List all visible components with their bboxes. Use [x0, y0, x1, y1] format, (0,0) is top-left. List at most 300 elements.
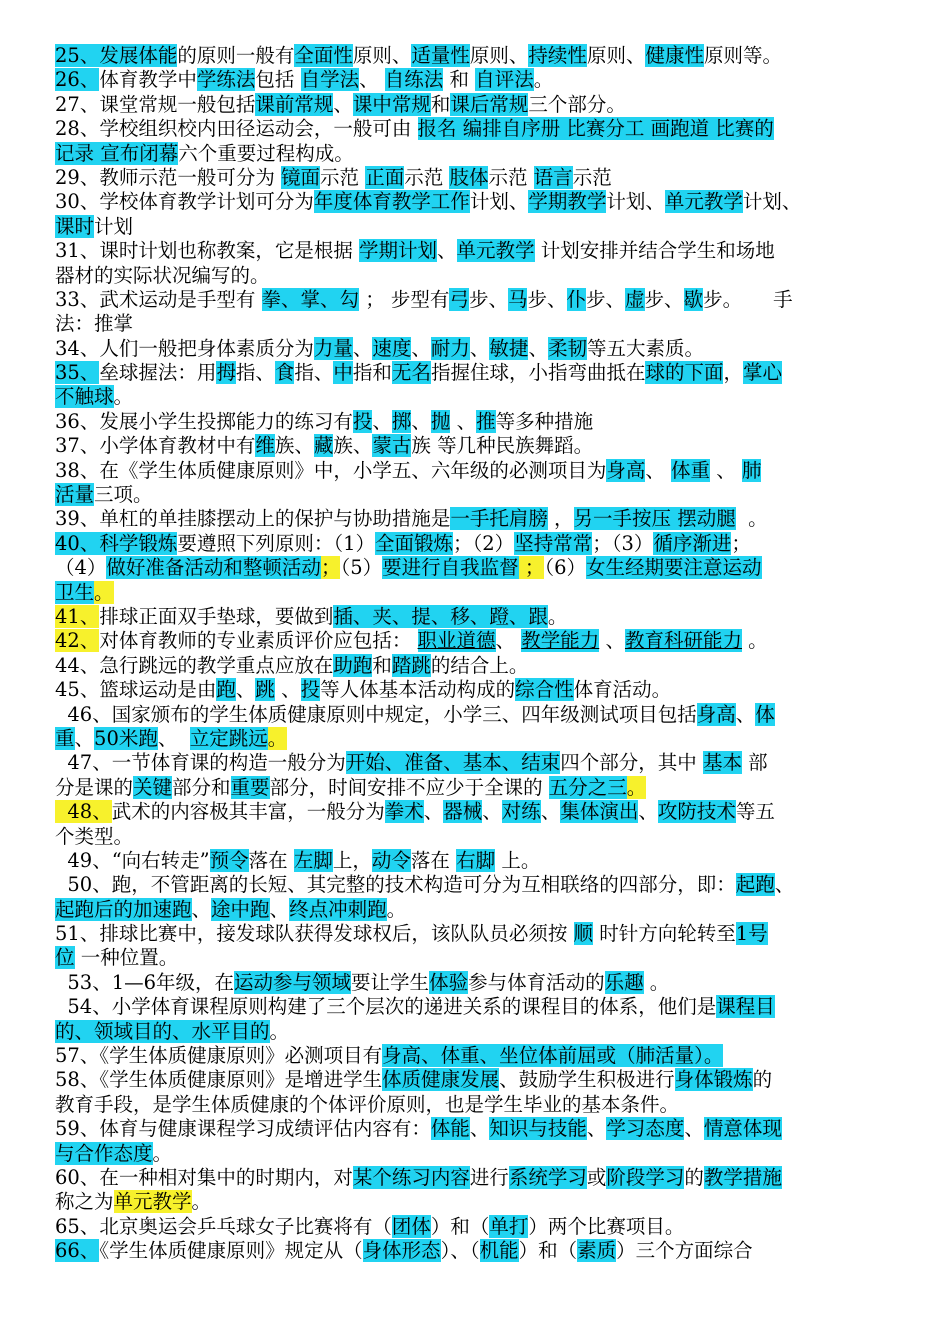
highlighted-text: 左脚 [293, 848, 333, 872]
text-line [55, 264, 900, 288]
highlighted-text: ； [320, 556, 341, 580]
text-segment: 计划、 [469, 190, 529, 214]
text-line [55, 1215, 900, 1239]
highlighted-text: 身高、体重、坐位体前屈或（肺活量）。 [382, 1044, 724, 1068]
text-segment: 65、北京奥运会乒乓球女子比赛将有（ [55, 1214, 392, 1238]
text-segment: 指、 [235, 361, 275, 385]
highlighted-text: 耐力 [430, 336, 470, 360]
text-segment: 示范 [488, 165, 534, 189]
text-line [55, 68, 900, 92]
text-line [55, 312, 900, 336]
text-segment: 、 [735, 702, 756, 726]
highlighted-text: 。 [94, 580, 114, 604]
highlighted-text: 助跑 [333, 653, 373, 677]
text-segment: 39、单杠的单挂膝摆动上的保护与协助措施是 [55, 507, 451, 531]
text-segment: 计划、 [606, 190, 665, 214]
text-segment: 称之为 [55, 1190, 114, 1214]
highlighted-text: 循序渐进 [653, 531, 732, 555]
highlighted-text: 攻防技术 [657, 800, 736, 824]
text-segment: 、 [352, 336, 373, 360]
highlighted-text: 身体形态 [362, 1239, 441, 1263]
text-segment: 、 [495, 629, 522, 653]
text-segment: 时针方向轮转至 [593, 922, 736, 946]
text-segment: 51、排球比赛中，接发球队获得发球权后，该队队员必须按 [55, 922, 574, 946]
highlighted-text: 正面 [365, 165, 405, 189]
text-line [55, 1044, 900, 1068]
text-line [55, 849, 900, 873]
text-segment: 指和 [352, 361, 392, 385]
text-line [55, 751, 900, 775]
text-segment: 步、 [468, 287, 508, 311]
text-segment: 要让学生 [351, 970, 430, 994]
text-segment: 36、发展小学生投掷能力的练习有 [55, 409, 353, 433]
text-segment: 、 [437, 239, 457, 263]
text-line [55, 1093, 900, 1117]
text-line [55, 1117, 900, 1141]
highlighted-text: 单打 [489, 1214, 529, 1238]
text-segment: ， [547, 507, 574, 531]
text-segment: 器材的实际状况编写的。 [55, 263, 270, 287]
text-segment: 排球正面双手垫球，要做到 [99, 604, 334, 628]
text-segment: 27、课堂常规一般包括 [55, 92, 256, 116]
text-segment: 体育活动。 [573, 678, 672, 702]
text-line [55, 483, 900, 507]
text-segment: （5） [340, 556, 383, 580]
text-segment: 54、小学体育课程原则构建了三个层次的递进关系的课程目的体系，他们是 [55, 995, 717, 1019]
text-segment: 、 [411, 336, 431, 360]
text-segment: 三项。 [94, 483, 153, 507]
text-segment: 要遵照下列原则：（1） [177, 531, 375, 555]
text-segment: 38、在《学生体质健康原则》中，小学五、六年级的必测项目为 [55, 458, 607, 482]
highlighted-text: 1号 [735, 922, 768, 946]
highlighted-text: 50米跑 [94, 726, 158, 750]
highlighted-text: 学练法 [196, 68, 256, 92]
highlighted-text: 体 [755, 702, 775, 726]
text-segment: 。 [533, 68, 554, 92]
text-segment: 示范 [320, 165, 366, 189]
text-segment: 、 [274, 678, 301, 702]
highlighted-text: 顺 [573, 922, 594, 946]
text-segment: 58、《学生体质健康原则》是增进学生 [55, 1068, 383, 1092]
text-segment: 。 [741, 629, 768, 653]
highlighted-text: 虚 [625, 287, 645, 311]
highlighted-text: 食 [274, 361, 295, 385]
highlighted-text: 基本 [702, 751, 742, 775]
highlighted-text: 投 [352, 409, 373, 433]
text-segment: 参与体育活动的 [468, 970, 605, 994]
highlighted-text: 开始、准备、基本、结束 [345, 751, 561, 775]
highlighted-text: 教育科研能力 [624, 629, 742, 653]
highlighted-text: 马 [507, 287, 528, 311]
highlighted-text: 插、夹、提、移、蹬、跟 [333, 604, 548, 628]
text-line [55, 166, 900, 190]
text-segment: 。 [547, 604, 568, 628]
text-line [55, 946, 900, 970]
highlighted-text: 另一手按压 摆动腿 [573, 507, 736, 531]
highlighted-text: 右脚 [456, 848, 496, 872]
text-segment: 四个部分，其中 [560, 751, 703, 775]
text-segment: 47、一节体育课的构造一般分为 [55, 751, 346, 775]
text-segment: 、 [645, 458, 672, 482]
text-segment: 、 [191, 897, 212, 921]
highlighted-text: 拳、掌、勾 [261, 287, 360, 311]
highlighted-text: 中 [333, 361, 353, 385]
highlighted-text: 系统学习 [508, 1165, 587, 1189]
highlighted-text: 学期教学 [528, 190, 607, 214]
text-segment: 法：推掌 [55, 312, 134, 336]
text-line [55, 337, 900, 361]
highlighted-text: 健康性 [645, 44, 704, 67]
text-line [55, 727, 900, 751]
highlighted-text: 职业道德 [417, 629, 496, 653]
text-segment: 计划安排并结合学生和场地 [534, 239, 775, 263]
text-segment: 、 [333, 92, 353, 116]
text-line [55, 361, 900, 385]
highlighted-text: 女生经期要注意运动 [586, 556, 762, 580]
highlighted-text: 发展体能 [99, 44, 178, 67]
highlighted-text: 课后常规 [450, 92, 529, 116]
highlighted-text: 掌心 [743, 361, 783, 385]
highlighted-text: 身高 [696, 702, 736, 726]
text-segment: （4） [55, 556, 107, 580]
text-segment: 、 [411, 409, 431, 433]
text-segment: 、 [235, 678, 256, 702]
text-segment: 28、学校组织校内田径运动会，一般可由 [55, 117, 418, 141]
highlighted-text: 跑 [216, 678, 236, 702]
highlighted-text: 课程目 [716, 995, 775, 1019]
text-segment: 指、 [294, 361, 334, 385]
text-segment: 34、人们一般把身体素质分为 [55, 336, 314, 360]
text-line [55, 434, 900, 458]
highlighted-text: 藏 [313, 434, 334, 458]
text-line [55, 1166, 900, 1190]
text-line [55, 703, 900, 727]
highlighted-text: 40、科学锻炼 [55, 531, 178, 555]
highlighted-text: 与合作态度 [55, 1141, 153, 1165]
highlighted-text: 课中常规 [352, 92, 431, 116]
text-segment: 或 [586, 1165, 607, 1189]
text-segment: ）和（ [518, 1239, 578, 1263]
highlighted-text: 的、领域目的、水平目的 [55, 1019, 270, 1043]
text-segment: 《学生体质健康原则》规定从（ [99, 1239, 363, 1263]
text-segment: 、 [469, 1117, 490, 1141]
text-segment: 、 [157, 726, 190, 750]
highlighted-text: 踏跳 [391, 653, 431, 677]
text-segment: 和 [430, 92, 451, 116]
text-segment: 和 [443, 68, 476, 92]
text-line [55, 629, 900, 653]
highlighted-text: 年度体育教学工作 [313, 190, 470, 214]
text-segment: 等多种措施 [495, 409, 594, 433]
highlighted-text: 终点冲刺跑 [289, 897, 387, 921]
text-segment: 的 [752, 1068, 773, 1092]
text-segment: ）三个方面综合 [616, 1239, 753, 1263]
highlighted-text: 拇 [216, 361, 236, 385]
text-segment: 垒球握法：用 [99, 361, 217, 385]
text-segment: 、 [269, 897, 290, 921]
text-segment: 体育教学中 [99, 68, 197, 92]
text-segment: 进行 [469, 1165, 509, 1189]
highlighted-text: 肺 [741, 458, 762, 482]
highlighted-text: 单元教学 [664, 190, 743, 214]
text-segment: 、 [586, 1117, 607, 1141]
highlighted-text: 单元教学 [113, 1190, 192, 1214]
text-segment: 的 [684, 1165, 704, 1189]
highlighted-text: 适量性 [411, 44, 470, 67]
highlighted-text: 集体演出 [560, 800, 639, 824]
highlighted-text: 一手托肩膀 [450, 507, 548, 531]
highlighted-text: 推 [476, 409, 496, 433]
text-line [55, 825, 900, 849]
text-segment: 49、“向右转走” [55, 848, 210, 872]
text-segment: 31、课时计划也称教案，它是根据 [55, 239, 360, 263]
highlighted-text: ； [518, 556, 545, 580]
text-line [55, 605, 900, 629]
text-segment: ）两个比赛项目。 [528, 1214, 685, 1238]
text-segment: 30、学校体育教学计划可分为 [55, 190, 314, 214]
text-segment: 等人体基本活动构成的 [320, 678, 516, 702]
highlighted-text: 弓 [449, 287, 469, 311]
text-segment: 示范 [404, 165, 450, 189]
text-segment: 45、篮球运动是由 [55, 678, 217, 702]
text-line [55, 1142, 900, 1166]
highlighted-text: 预令 [209, 848, 249, 872]
highlighted-text: 综合性 [515, 678, 574, 702]
highlighted-text: 蒙古 [372, 434, 412, 458]
text-segment: 。 [152, 1141, 173, 1165]
highlighted-text: 。 [267, 726, 288, 750]
text-segment: 落在 [248, 848, 294, 872]
highlighted-text: 报名 编排自序册 比赛分工 画跑道 比赛的 [417, 117, 774, 141]
text-segment: 33、武术运动是手型有 [55, 287, 262, 311]
highlighted-text: 体质健康发展 [382, 1068, 500, 1092]
text-segment: 。 [269, 1019, 290, 1043]
highlighted-text: 起跑后的加速跑 [55, 897, 192, 921]
highlighted-text: 坚持常常 [514, 531, 593, 555]
text-segment: 原则、 [352, 44, 412, 67]
highlighted-text: 41、 [55, 604, 100, 628]
highlighted-text: 乐趣 [604, 970, 644, 994]
text-line [55, 581, 900, 605]
text-line [55, 873, 900, 897]
highlighted-text: 对练 [501, 800, 541, 824]
highlighted-text: 敏捷 [489, 336, 529, 360]
text-segment: 的结合上。 [430, 653, 529, 677]
text-segment: 族、 [333, 434, 373, 458]
text-segment: 族、 [274, 434, 314, 458]
highlighted-text: 身体锻炼 [674, 1068, 753, 1092]
text-segment: 计划、 [742, 190, 802, 214]
highlighted-text: 歇 [683, 287, 704, 311]
highlighted-text: 48、 [55, 800, 112, 824]
highlighted-text: 器械 [443, 800, 483, 824]
highlighted-text: 35、 [55, 361, 100, 385]
text-segment: 、 [774, 873, 795, 897]
text-segment: 分是课的 [55, 775, 134, 799]
text-segment: 、 [359, 68, 385, 92]
text-line [55, 459, 900, 483]
text-segment: 、 [599, 629, 625, 653]
text-segment: 步。 手 [703, 287, 793, 311]
highlighted-text: 。 [626, 775, 647, 799]
text-segment: 部分和 [172, 775, 231, 799]
text-segment: 、 [710, 458, 742, 482]
text-segment: 和 [372, 653, 392, 677]
text-line [55, 654, 900, 678]
highlighted-text: 重 [55, 726, 75, 750]
text-segment: 、 [684, 1117, 704, 1141]
text-line [55, 922, 900, 946]
text-segment: 。 [113, 385, 134, 409]
highlighted-text: 25、 [55, 44, 100, 67]
highlighted-text: 途中跑 [211, 897, 270, 921]
highlighted-text: 语言 [533, 165, 573, 189]
highlighted-text: 66、 [55, 1239, 100, 1263]
text-segment: 。 [643, 970, 670, 994]
text-segment: 57、《学生体质健康原则》必测项目有 [55, 1044, 383, 1068]
highlighted-text: 教学措施 [703, 1165, 782, 1189]
highlighted-text: 关键 [133, 775, 173, 799]
text-segment: 、 [638, 800, 658, 824]
text-segment: 、鼓励学生积极进行 [499, 1068, 675, 1092]
highlighted-text: 情意体现 [703, 1117, 782, 1141]
highlighted-text: 卫生 [55, 580, 95, 604]
text-segment: 指握住球，小指弯曲抵在 [430, 361, 646, 385]
highlighted-text: 柔韧 [547, 336, 587, 360]
text-segment: 等五 [735, 800, 775, 824]
text-segment: 族 等几种民族舞蹈。 [411, 434, 594, 458]
text-segment: 原则等。 [703, 44, 782, 67]
text-line [55, 215, 900, 239]
highlighted-text: 镜面 [281, 165, 321, 189]
text-line [55, 800, 900, 824]
text-segment: 、 [74, 726, 95, 750]
text-line [55, 93, 900, 117]
highlighted-text: 无名 [391, 361, 431, 385]
text-segment: ）和（ [430, 1214, 490, 1238]
text-segment: 原则、 [586, 44, 646, 67]
highlighted-text: 运动参与领域 [234, 970, 352, 994]
text-segment: 等五大素质。 [586, 336, 704, 360]
highlighted-text: 42、 [55, 629, 100, 653]
highlighted-text: 素质 [577, 1239, 617, 1263]
text-segment: ； 步型有 [359, 287, 450, 311]
text-line [55, 1239, 900, 1263]
text-line [55, 556, 900, 580]
text-line [55, 532, 900, 556]
highlighted-text: 动令 [371, 848, 411, 872]
text-segment: ）、（ [440, 1239, 480, 1263]
highlighted-text: 球的下面 [645, 361, 724, 385]
text-segment: 50、跑，不管距离的长短、其完整的技术构造可分为互相联络的四部分，即： [55, 873, 736, 897]
text-segment: 59、体育与健康课程学习成绩评估内容有： [55, 1117, 431, 1141]
text-line [55, 288, 900, 312]
text-segment: 教育手段，是学生体质健康的个体评价原则，也是学生毕业的基本条件。 [55, 1092, 680, 1116]
text-segment: ；（3） [592, 531, 654, 555]
text-segment: 。 [735, 507, 768, 531]
text-segment: 44、急行跳远的教学重点应放在 [55, 653, 334, 677]
text-segment: 上。 [495, 848, 541, 872]
highlighted-text: 团体 [391, 1214, 431, 1238]
highlighted-text: 课前常规 [255, 92, 334, 116]
highlighted-text: 体验 [429, 970, 469, 994]
text-segment: 、 [372, 409, 392, 433]
text-segment: 示范 [572, 165, 612, 189]
highlighted-text: 知识与技能 [489, 1117, 587, 1141]
text-line [55, 410, 900, 434]
highlighted-text: 课时 [55, 214, 95, 238]
text-segment: （6） [544, 556, 587, 580]
highlighted-text: 记录 宣布闭幕 [55, 141, 179, 165]
highlighted-text: 自练法 [384, 68, 444, 92]
highlighted-text: 速度 [372, 336, 412, 360]
text-segment: 部分，时间安排不应少于全课的 [269, 775, 549, 799]
text-segment: 60、在一种相对集中的时期内，对 [55, 1165, 353, 1189]
text-line [55, 44, 900, 68]
highlighted-text: 投 [300, 678, 321, 702]
text-segment: 、 [528, 336, 548, 360]
text-line [55, 995, 900, 1019]
text-line [55, 776, 900, 800]
text-segment: 。 [386, 897, 407, 921]
highlighted-text: 教学能力 [521, 629, 600, 653]
text-segment: 武术的内容极其丰富，一般分为 [111, 800, 385, 824]
text-segment: 步、 [644, 287, 684, 311]
text-segment: 个类型。 [55, 824, 134, 848]
text-segment: 的原则一般有 [177, 44, 295, 67]
highlighted-text: 做好准备活动和整顿活动 [106, 556, 321, 580]
highlighted-text: 抛 [430, 409, 451, 433]
text-segment: 对体育教师的专业素质评价应包括： [99, 629, 418, 653]
text-segment: 46、国家颁布的学生体质健康原则中规定，小学三、四年级测试项目包括 [55, 702, 697, 726]
text-segment: 步、 [586, 287, 626, 311]
highlighted-text: 肢体 [449, 165, 489, 189]
text-line [55, 1020, 900, 1044]
highlighted-text: 重要 [230, 775, 270, 799]
highlighted-text: 跳 [255, 678, 275, 702]
highlighted-text: 全面锻炼 [375, 531, 454, 555]
highlighted-text: 起跑 [735, 873, 775, 897]
text-segment: 包括 [255, 68, 301, 92]
text-segment: 、 [423, 800, 444, 824]
text-segment: 29、教师示范一般可分为 [55, 165, 282, 189]
highlighted-text: 某个练习内容 [352, 1165, 470, 1189]
text-segment: ；（2） [453, 531, 515, 555]
text-line [55, 678, 900, 702]
highlighted-text: 活量 [55, 483, 95, 507]
text-segment: 步、 [527, 287, 567, 311]
text-line [55, 898, 900, 922]
text-segment: 、 [482, 800, 502, 824]
highlighted-text: 身高 [606, 458, 646, 482]
highlighted-text: 维 [255, 434, 275, 458]
highlighted-text: 立定跳远 [189, 726, 268, 750]
text-segment: 三个部分。 [528, 92, 626, 116]
highlighted-text: 体能 [430, 1117, 470, 1141]
document-body [55, 44, 900, 1264]
highlighted-text: 不触球 [55, 385, 114, 409]
text-line [55, 971, 900, 995]
text-line [55, 117, 900, 141]
highlighted-text: 机能 [479, 1239, 519, 1263]
text-line [55, 190, 900, 214]
text-segment: 一种位置。 [74, 946, 179, 970]
text-line [55, 142, 900, 166]
highlighted-text: 五分之三 [548, 775, 627, 799]
highlighted-text: 学习态度 [606, 1117, 685, 1141]
highlighted-text: 持续性 [528, 44, 587, 67]
text-segment: 落在 [410, 848, 457, 872]
